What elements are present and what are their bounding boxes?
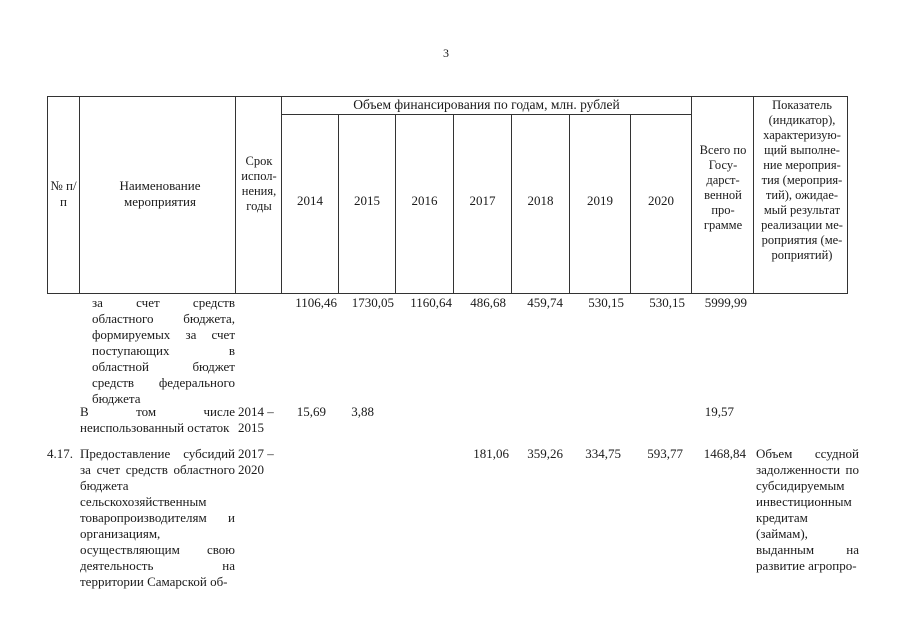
col-divider-2020: [691, 96, 692, 294]
row-value-2018: 359,26: [527, 446, 563, 461]
row-no: 4.17.: [47, 446, 73, 461]
row-value-2019: 334,75: [585, 446, 621, 461]
col-divider-no: [79, 96, 80, 294]
header-col-no: № п/п: [50, 178, 77, 209]
header-col-name: Наименование мероприятия: [119, 178, 201, 209]
row-value-2020: 530,15: [649, 295, 685, 310]
header-col-total: Всего по Госу-дарст-венной про-грамме: [699, 143, 747, 232]
header-year-2018: 2018: [527, 193, 554, 208]
header-year-2020: 2020: [648, 193, 674, 208]
row-value-2019: 530,15: [588, 295, 624, 310]
row-name: В том числе неиспользованный остаток: [80, 404, 235, 435]
row-total: 1468,84: [703, 446, 746, 461]
col-divider-total: [753, 96, 754, 294]
row-value-2018: 459,74: [527, 295, 563, 310]
row-value-2016: 1160,64: [410, 295, 452, 310]
header-year-2015: 2015: [354, 193, 380, 208]
header-funding-group: Объем финансирования по годам, млн. рублей: [353, 97, 620, 112]
page-number: 3: [443, 46, 449, 60]
col-divider-name: [235, 96, 236, 294]
row-value-2017: 181,06: [473, 446, 509, 461]
table-right-border: [847, 96, 848, 294]
header-year-2014: 2014: [297, 193, 323, 208]
header-col-term: Срок испол-нения, годы: [241, 154, 277, 213]
row-name: за счет средств областного бюджета, формируемых за счет поступающих в областной бюджет средств федерального бюджета: [92, 295, 235, 406]
row-value-2014: 1106,46: [295, 295, 337, 310]
row-total: 5999,99: [704, 295, 747, 310]
header-year-2019: 2019: [587, 193, 613, 208]
row-name: Предоставление субсидий за счет средств областного бюджета сельскохозяйственным товаропроизводителям и организациям, осуществляющим свою деятельность на территории Самарской об-: [80, 446, 235, 589]
row-total: 19,57: [704, 404, 734, 419]
row-value-2015: 1730,05: [351, 295, 394, 310]
row-value-2015: 3,88: [351, 404, 374, 419]
row-term: 2014 – 2015: [238, 404, 274, 435]
row-indicator: Объем ссудной задолженности по субсидируемым инвестиционным кредитам (займам), выданным на развитие агропро-: [756, 446, 859, 573]
header-col-indicator: Показатель (индикатор), характеризую-щий выполне-ние мероприя-тия (мероприя-тий), ожидае-мый результат реализации ме-роприятия (ме-роприятий): [761, 98, 843, 262]
header-year-2016: 2016: [411, 193, 438, 208]
header-bottom-border: [47, 293, 847, 294]
row-value-2020: 593,77: [647, 446, 683, 461]
row-value-2017: 486,68: [470, 295, 506, 310]
row-value-2014: 15,69: [296, 404, 326, 419]
row-term: 2017 – 2020: [238, 446, 274, 477]
header-year-2017: 2017: [469, 193, 496, 208]
